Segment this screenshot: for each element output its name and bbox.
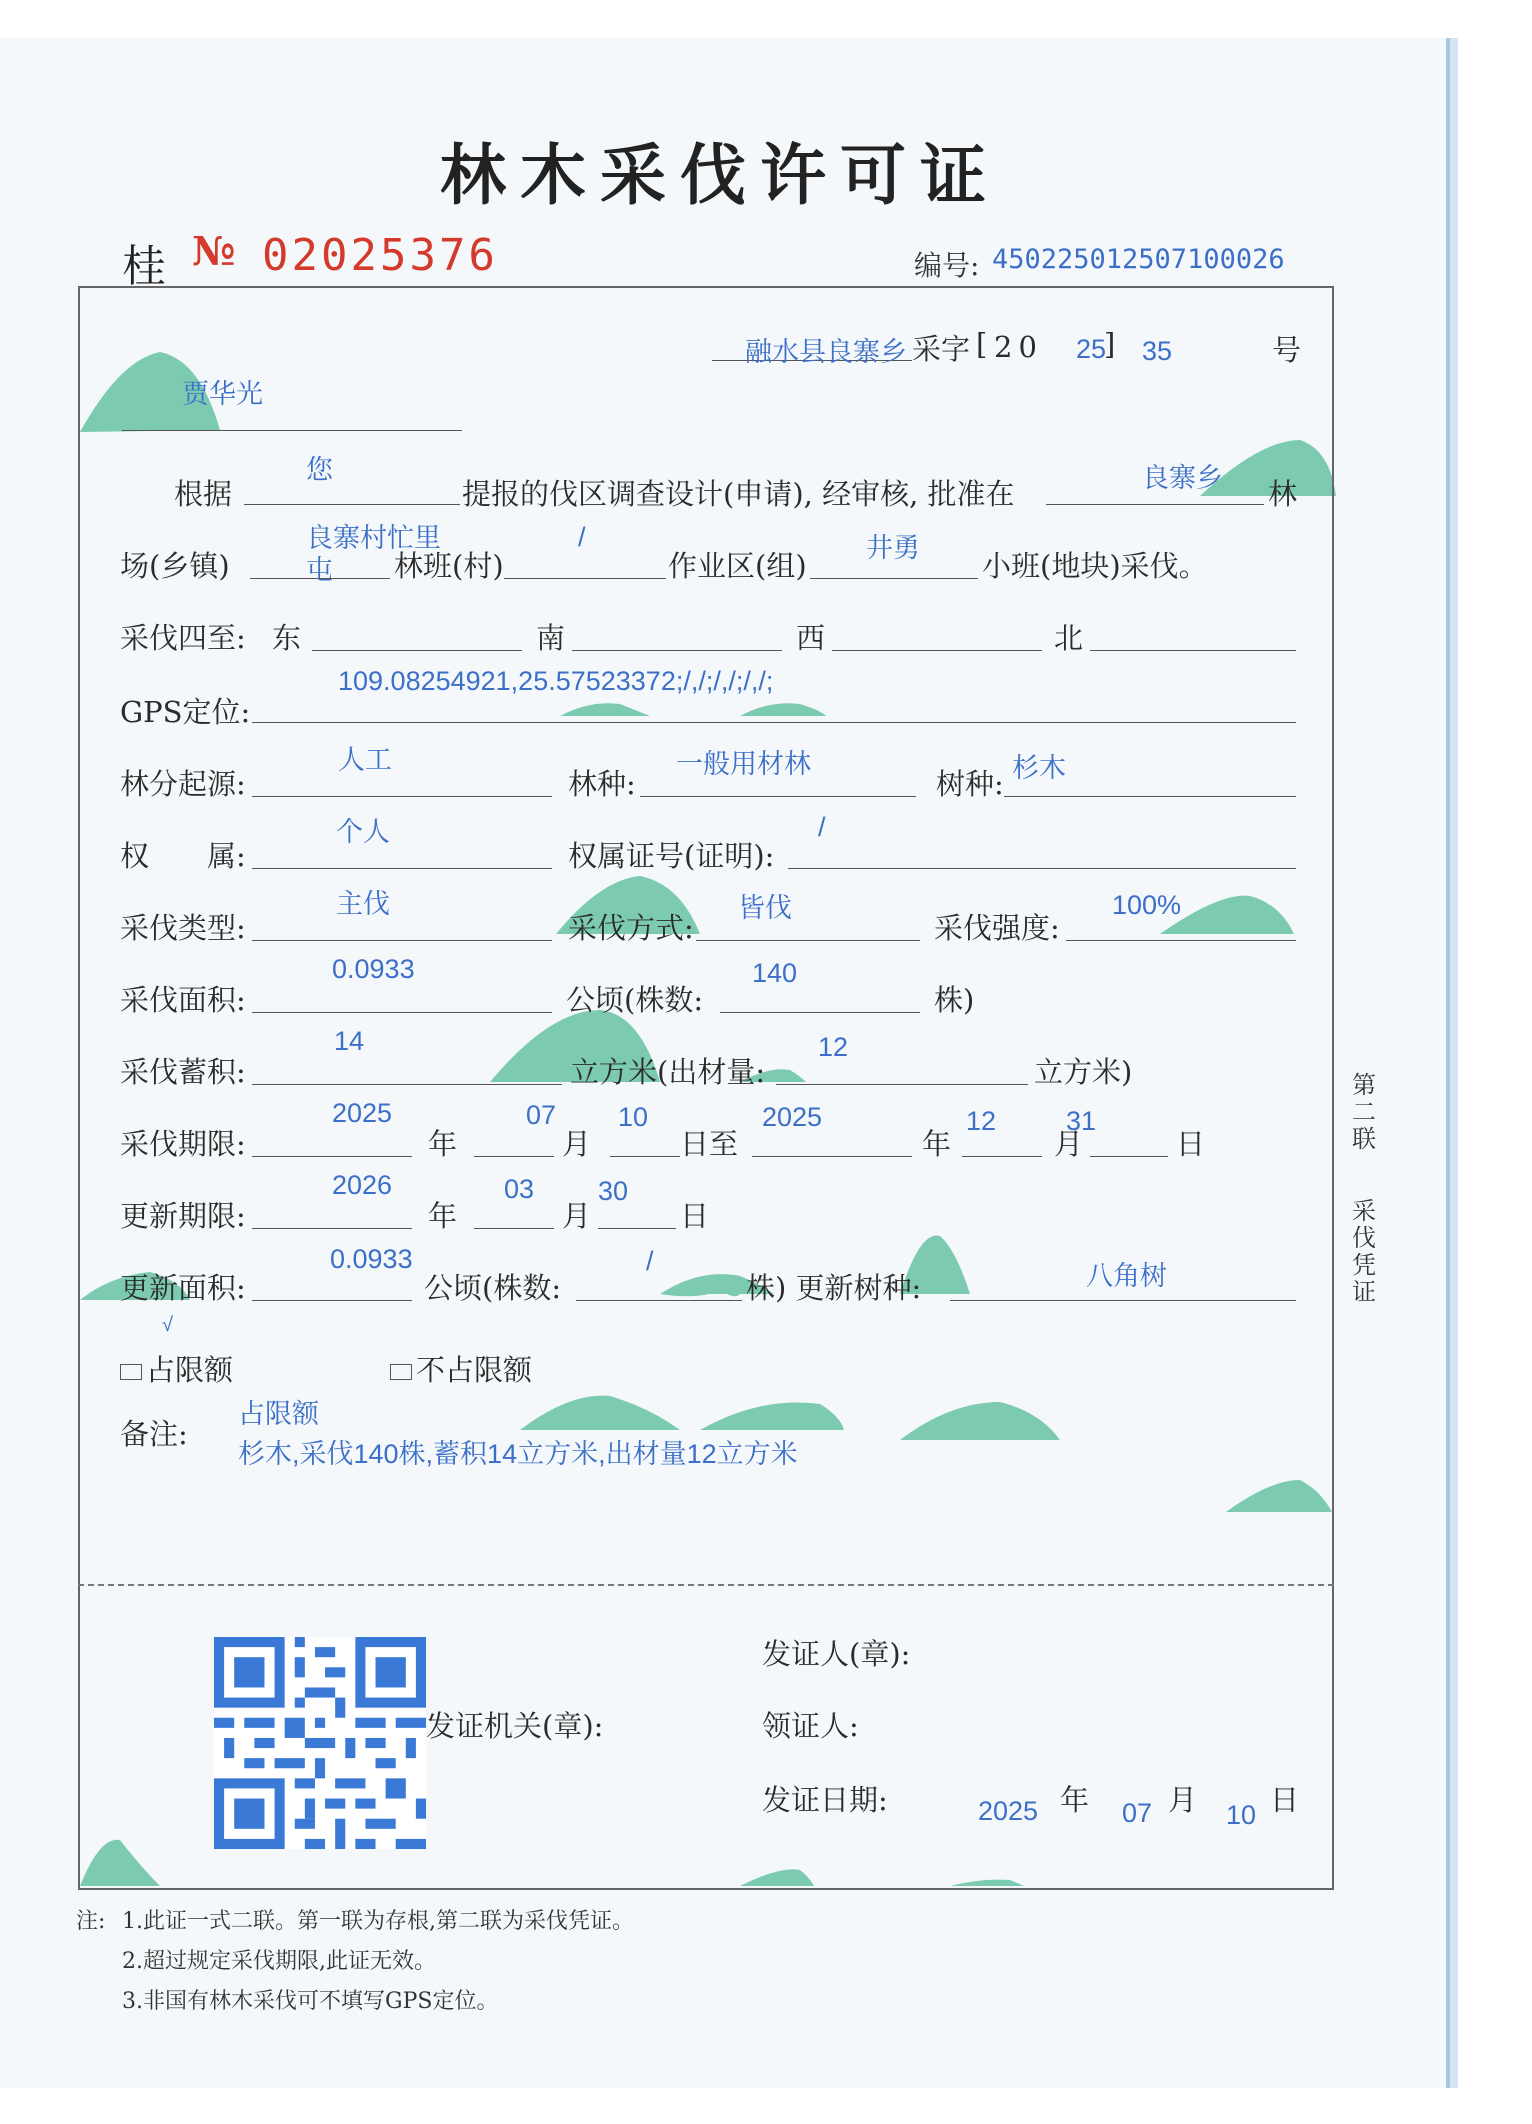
origin-label: 林分起源: [120, 767, 246, 801]
applicant-ref: 您 [306, 455, 333, 485]
quota-in-checkbox[interactable] [120, 1348, 233, 1389]
period-year-2: 年 [922, 1127, 952, 1161]
period-day: 日 [1176, 1127, 1206, 1161]
doc-number: 35 [1142, 336, 1173, 366]
renewal-m: 月 [562, 1199, 592, 1233]
checkbox-icon [120, 1364, 142, 1380]
agency-value: 融水县良寨乡 [745, 337, 907, 367]
checkbox-icon [390, 1364, 412, 1380]
cert-value: / [818, 812, 826, 842]
volume-output-unit: 立方米) [1034, 1055, 1133, 1089]
species-value: 杉木 [1012, 753, 1066, 783]
code-value: 450225012507100026 [992, 244, 1285, 275]
quota-in-label: 占限额 [146, 1353, 234, 1387]
authority-label: 发证机关(章): [426, 1709, 604, 1743]
renewal-species-value: 八角树 [1086, 1261, 1167, 1291]
qr-code [214, 1637, 426, 1849]
boundaries-label: 采伐四至: [120, 621, 246, 655]
ownership-value: 个人 [336, 817, 390, 847]
renewal-area-unit: 公顷(株数: [424, 1271, 562, 1305]
period-end-day: 31 [1066, 1106, 1097, 1136]
issue-year: 2025 [978, 1796, 1039, 1826]
cut-type-value: 主伐 [336, 889, 390, 919]
zuoye-value: 井勇 [866, 533, 920, 563]
renewal-d: 日 [680, 1199, 710, 1233]
renewal-month: 03 [504, 1174, 535, 1204]
north-label: 北 [1054, 621, 1084, 655]
area-label: 采伐面积: [120, 983, 246, 1017]
quota-check-mark: √ [162, 1314, 173, 1336]
volume-value: 14 [334, 1026, 365, 1056]
renewal-year: 2026 [332, 1170, 393, 1200]
issue-d: 日 [1270, 1783, 1300, 1817]
issue-day: 10 [1226, 1800, 1257, 1830]
code-label: 编号: [914, 249, 980, 282]
xiaoban-label: 小班(地块)采伐。 [982, 549, 1208, 583]
cut-method-value: 皆伐 [738, 893, 792, 923]
chang-label: 场(乡镇) [120, 549, 230, 583]
remarks-label: 备注: [120, 1417, 188, 1451]
renewal-species-label: 株) 更新树种: [746, 1271, 922, 1305]
period-start-day: 10 [618, 1102, 649, 1132]
forest-type-value: 一般用材林 [676, 749, 811, 779]
renewal-y: 年 [428, 1199, 458, 1233]
note-2: 2.超过规定采伐期限,此证无效。 [122, 1949, 436, 1974]
renewal-period-label: 更新期限: [120, 1199, 246, 1233]
quota-out-label: 不占限额 [416, 1353, 533, 1387]
issue-m: 月 [1168, 1783, 1198, 1817]
zuoye-label: 作业区(组) [668, 549, 807, 583]
year-prefix: 20 [994, 330, 1043, 364]
basis-mid-text: 提报的伐区调查设计(申请), 经审核, 批准在 [462, 477, 1015, 511]
issue-month: 07 [1122, 1798, 1153, 1828]
permit-title: 林木采伐许可证 [440, 136, 1000, 214]
serial-number: 02025376 [262, 230, 498, 281]
cut-intensity-label: 采伐强度: [934, 911, 1060, 945]
area-count: 140 [752, 958, 798, 988]
province-prefix: 桂 [122, 241, 166, 292]
notes-prefix: 注: [76, 1909, 106, 1934]
renewal-area-value: 0.0933 [330, 1244, 413, 1274]
issue-date-label: 发证日期: [762, 1783, 888, 1817]
note-3: 3.非国有林木采伐可不填写GPS定位。 [122, 1989, 499, 2014]
area-value: 0.0933 [332, 954, 415, 984]
tear-line [78, 1584, 1334, 1586]
period-label: 采伐期限: [120, 1127, 246, 1161]
renewal-day: 30 [598, 1176, 629, 1206]
period-start-year: 2025 [332, 1098, 393, 1128]
period-year-1: 年 [428, 1127, 458, 1161]
forest-type-label: 林种: [568, 767, 636, 801]
gps-label: GPS定位: [120, 695, 251, 729]
period-day-to: 日至 [680, 1127, 739, 1161]
renewal-area-label: 更新面积: [120, 1271, 246, 1305]
remarks-line1: 占限额 [238, 1399, 319, 1429]
south-label: 南 [536, 621, 566, 655]
basis-label: 根据 [174, 477, 233, 511]
doc-mid-label: 采字 [912, 332, 971, 366]
year-suffix: 25 [1076, 334, 1107, 364]
ownership-label: 权 属: [120, 839, 246, 873]
linban-label: 林班(村) [394, 549, 504, 583]
issuer-label: 发证人(章): [762, 1637, 911, 1671]
applicant-name: 贾华光 [182, 379, 263, 409]
linban-value: / [578, 522, 586, 552]
period-end-year: 2025 [762, 1102, 823, 1132]
side-copy: 第二联 [1352, 1071, 1376, 1153]
west-label: 西 [796, 621, 826, 655]
period-month-1: 月 [562, 1127, 592, 1161]
quota-out-checkbox[interactable] [390, 1348, 532, 1389]
renewal-area-count: / [646, 1246, 654, 1276]
place-value: 良寨乡 [1142, 463, 1223, 493]
volume-output: 12 [818, 1032, 849, 1062]
note-1: 1.此证一式二联。第一联为存根,第二联为采伐凭证。 [122, 1909, 634, 1934]
cert-label: 权属证号(证明): [568, 839, 775, 873]
forest-class-value: 良寨村忙里屯 [306, 523, 441, 585]
area-count-unit: 株) [934, 983, 975, 1017]
period-month-2: 月 [1054, 1127, 1084, 1161]
cut-intensity-value: 100% [1112, 890, 1182, 920]
volume-unit: 立方米(出材量: [570, 1055, 766, 1089]
period-start-month: 07 [526, 1100, 557, 1130]
gps-value: 109.08254921,25.57523372;/,/;/,/;/,/; [338, 666, 774, 696]
issue-y: 年 [1060, 1783, 1090, 1817]
bracket-close: ] [1104, 327, 1116, 361]
cut-type-label: 采伐类型: [120, 911, 246, 945]
bracket-open: [ [976, 327, 988, 361]
side-purpose: 采伐凭证 [1352, 1197, 1376, 1306]
area-unit: 公顷(株数: [566, 983, 704, 1017]
doc-suffix: 号 [1272, 333, 1302, 367]
serial-prefix: № [192, 228, 236, 275]
remarks-line2: 杉木,采伐140株,蓄积14立方米,出材量12立方米 [238, 1439, 798, 1469]
species-label: 树种: [936, 767, 1004, 801]
origin-value: 人工 [338, 745, 392, 775]
period-end-month: 12 [966, 1106, 997, 1136]
lin-label: 林 [1268, 477, 1298, 511]
receiver-label: 领证人: [762, 1709, 859, 1743]
volume-label: 采伐蓄积: [120, 1055, 246, 1089]
cut-method-label: 采伐方式: [568, 911, 694, 945]
east-label: 东 [272, 621, 302, 655]
